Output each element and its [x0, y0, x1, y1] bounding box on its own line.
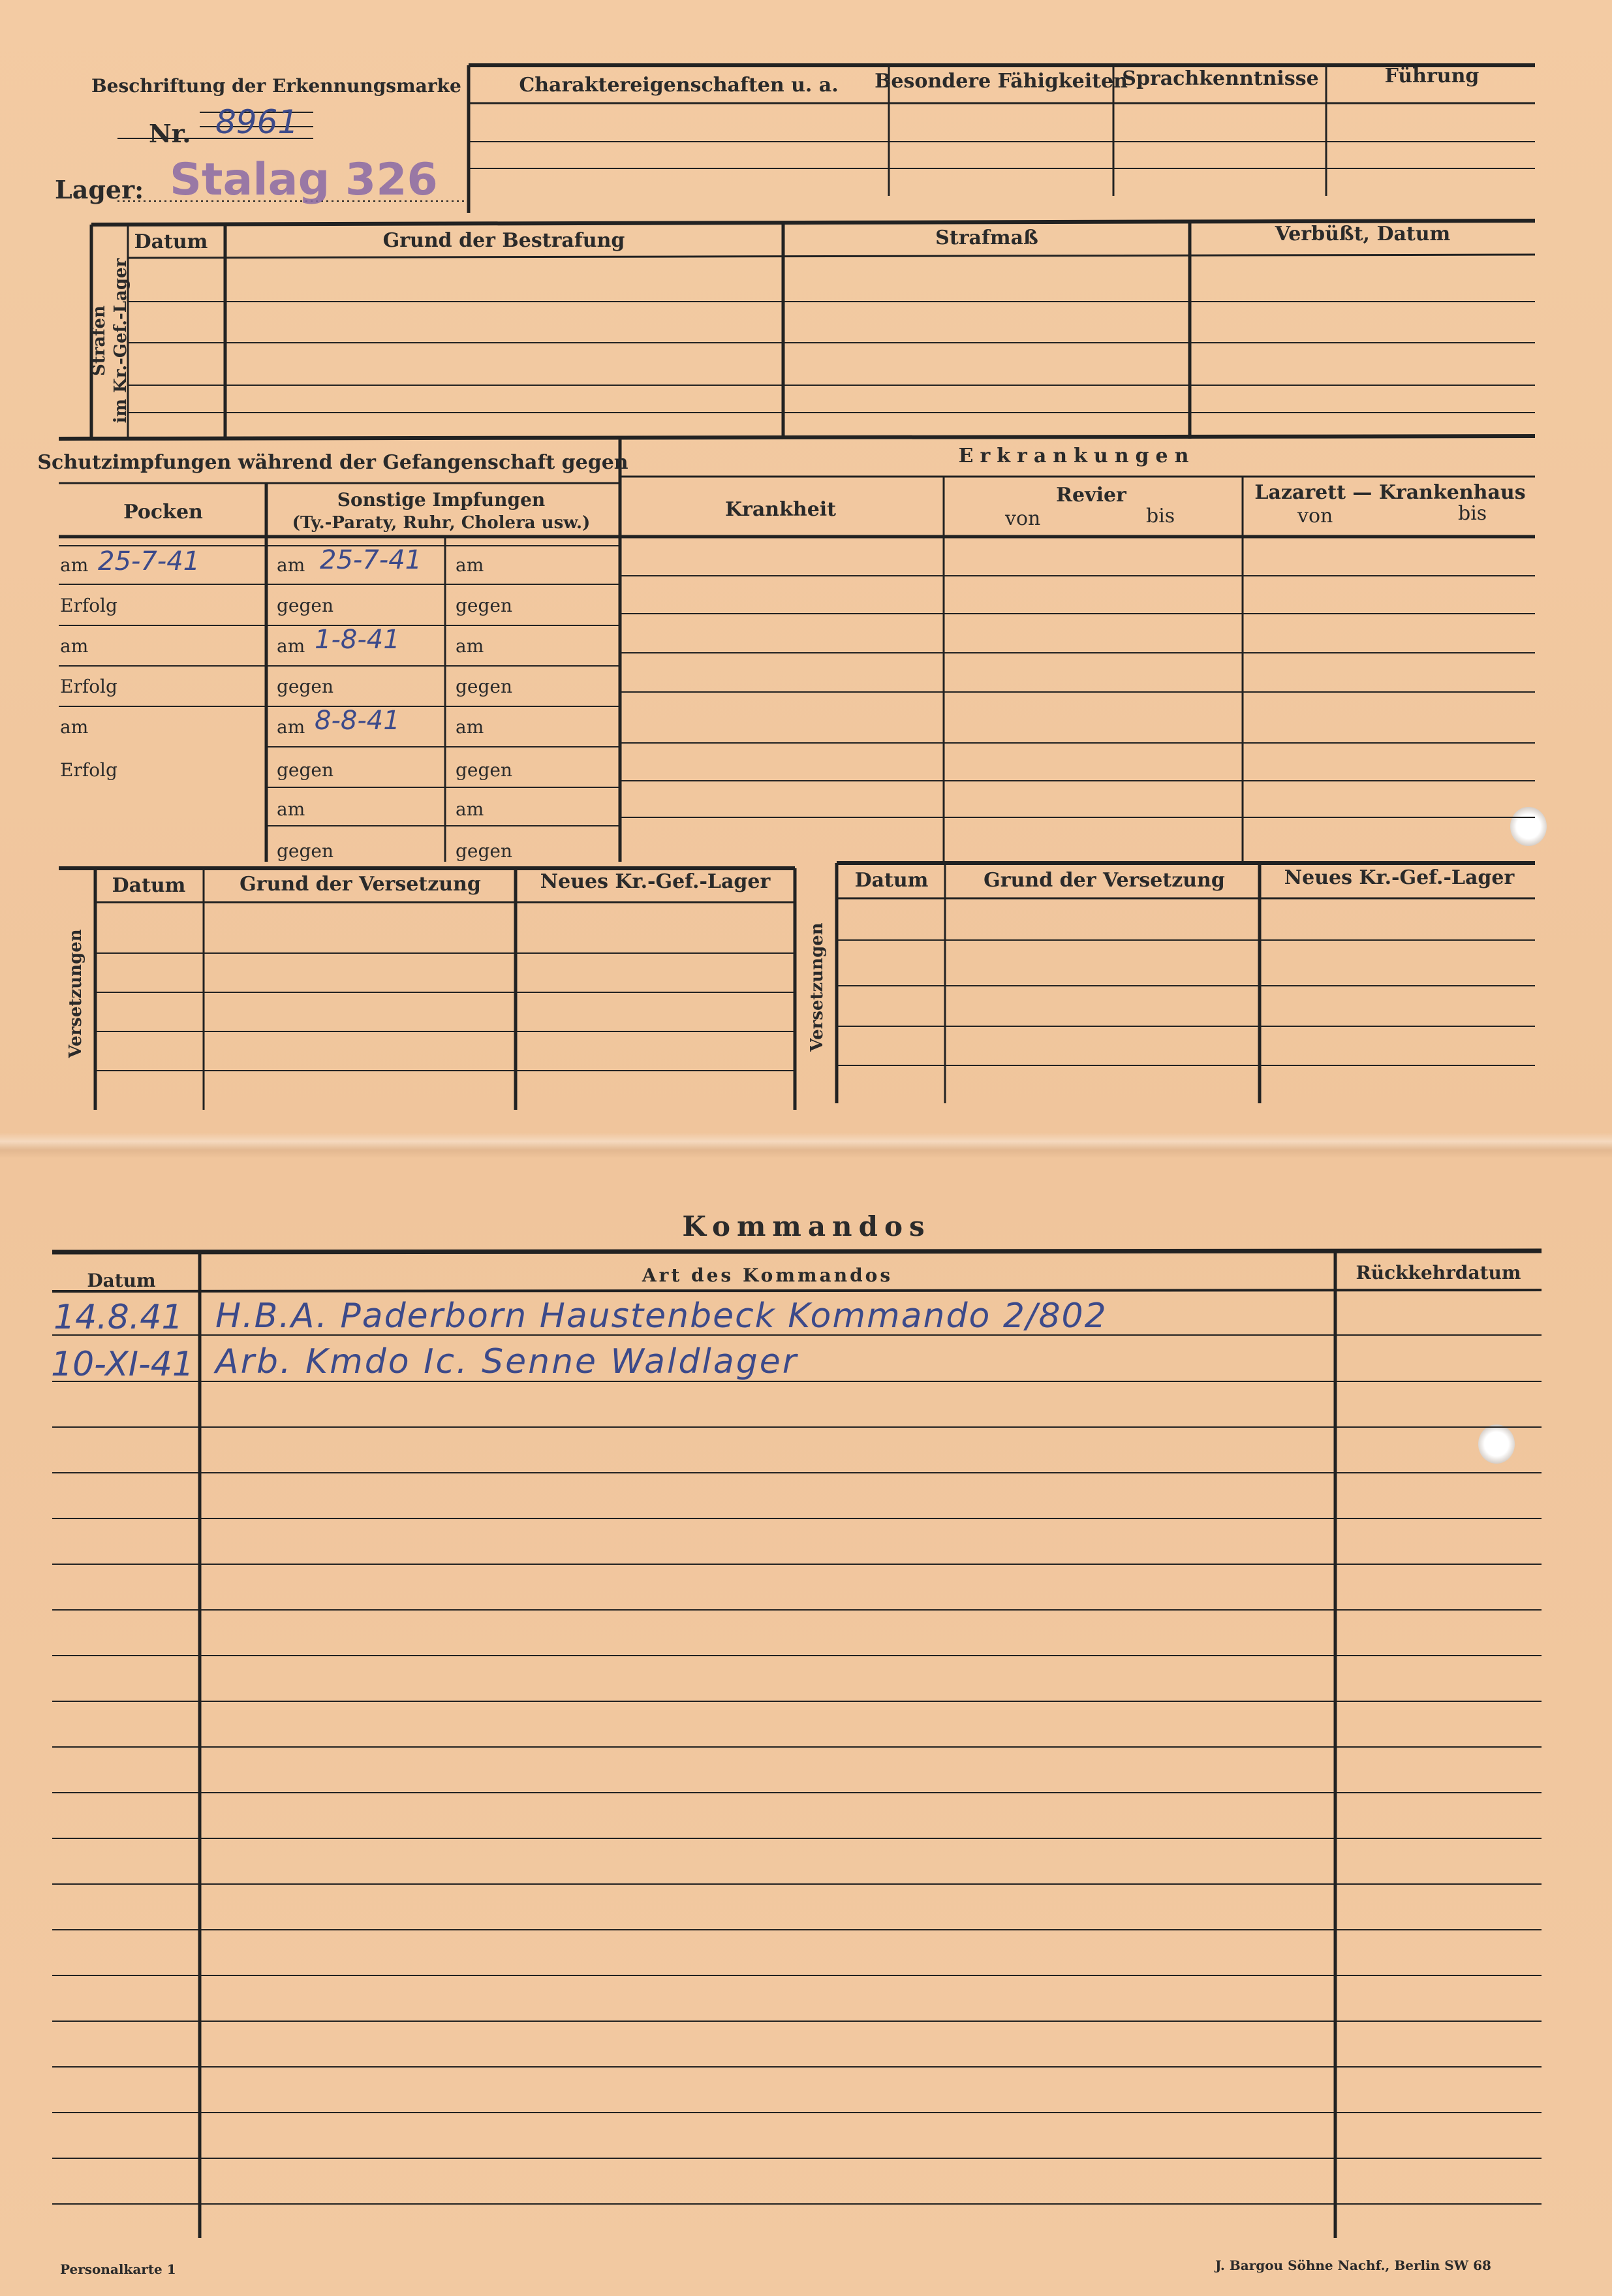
tag-title: Beschriftung der Erkennungsmarke	[91, 75, 461, 97]
vers-right-col-lager: Neues Kr.-Gef.-Lager	[1284, 866, 1515, 889]
erkrankungen-col-revier: Revier	[1056, 484, 1126, 507]
vers-left-col-lager: Neues Kr.-Gef.-Lager	[540, 870, 771, 893]
sonstige-value-1: 25-7-41	[320, 545, 422, 575]
erkrankungen-col-krankheit: Krankheit	[724, 498, 837, 521]
strafen-side-label	[89, 256, 131, 426]
footer-printer: J. Bargou Söhne Nachf., Berlin SW 68	[1215, 2257, 1491, 2273]
kommando-2-datum: 10-XI-41	[51, 1345, 194, 1384]
versetzungen-right-label: Versetzungen	[807, 922, 827, 1052]
sonstige-row-label: gegen	[456, 676, 513, 697]
kommandos-col-datum: Datum	[87, 1270, 156, 1291]
sonstige-row-label: gegen	[277, 595, 334, 616]
strafen-label-1: Strafen	[89, 306, 109, 376]
kommandos-col-art: Art des Kommandos	[642, 1265, 893, 1286]
sonstige-row-label: gegen	[456, 840, 513, 862]
header-charakter: Charaktereigenschaften u. a.	[519, 74, 839, 97]
sonstige-row-label: am	[456, 798, 484, 820]
lazarett-von: von	[1297, 505, 1333, 527]
strafen-col-verbuesst: Verbüßt, Datum	[1275, 223, 1451, 245]
vers-left-col-datum: Datum	[112, 874, 186, 897]
versetzungen-left-label: Versetzungen	[66, 929, 85, 1058]
tag-nr-value: 8961	[215, 103, 299, 141]
pocken-row-label: Erfolg	[60, 759, 117, 781]
kommandos-col-rueckkehr: Rückkehrdatum	[1356, 1262, 1521, 1283]
sonstige-row-label: am	[277, 798, 305, 820]
header-fuehrung: Führung	[1384, 65, 1480, 87]
kommando-2-art: Arb. Kmdo Ic. Senne Waldlager	[215, 1342, 799, 1381]
lazarett-bis: bis	[1458, 502, 1487, 525]
vers-right-col-grund: Grund der Versetzung	[984, 869, 1225, 892]
strafen-col-datum: Datum	[134, 230, 208, 253]
strafen-col-strafmass: Strafmaß	[935, 227, 1038, 249]
sonstige-row-label: am	[277, 635, 305, 657]
footer-form-name: Personalkarte 1	[60, 2261, 176, 2277]
impfungen-col-sonstige-2: (Ty.-Paraty, Ruhr, Cholera usw.)	[292, 513, 591, 533]
sonstige-row-label: gegen	[456, 595, 513, 616]
sonstige-row-label: am	[277, 554, 305, 576]
strafen-col-grund: Grund der Bestrafung	[382, 229, 625, 252]
sonstige-value-2: 1-8-41	[315, 625, 400, 655]
lager-stamp: Stalag 326	[170, 154, 438, 206]
pocken-row-label: am	[60, 716, 89, 738]
impfungen-title: Schutzimpfungen während der Gefangenschaft gegen	[37, 451, 628, 474]
sonstige-row-label: gegen	[456, 759, 513, 781]
sonstige-row-label: am	[277, 716, 305, 738]
sonstige-row-label: gegen	[277, 676, 334, 697]
sonstige-row-label: gegen	[277, 840, 334, 862]
pocken-row-label: am	[60, 635, 89, 657]
kommando-1-datum: 14.8.41	[54, 1298, 183, 1337]
sonstige-row-label: am	[456, 554, 484, 576]
tag-nr-label: Nr.	[149, 119, 191, 148]
revier-von: von	[1005, 507, 1041, 530]
erkrankungen-title: Erkrankungen	[958, 445, 1196, 467]
header-sprachen: Sprachkenntnisse	[1122, 67, 1319, 90]
header-faehigkeiten: Besondere Fähigkeiten	[875, 70, 1128, 93]
vers-left-col-grund: Grund der Versetzung	[240, 873, 481, 896]
sonstige-row-label: gegen	[277, 759, 334, 781]
impfungen-col-sonstige-1: Sonstige Impfungen	[337, 489, 546, 511]
tag-lager-label: Lager:	[55, 175, 144, 204]
kommando-1-art: H.B.A. Paderborn Haustenbeck Kommando 2/802	[215, 1297, 1108, 1336]
impfungen-col-pocken: Pocken	[123, 501, 203, 524]
pocken-row-label: am	[60, 554, 89, 576]
erkrankungen-col-lazarett: Lazarett — Krankenhaus	[1254, 481, 1526, 504]
sonstige-row-label: am	[456, 716, 484, 738]
vers-right-col-datum: Datum	[854, 869, 929, 892]
sonstige-row-label: am	[456, 635, 484, 657]
kommandos-title: Kommandos	[682, 1210, 931, 1242]
revier-bis: bis	[1146, 505, 1175, 527]
sonstige-value-3: 8-8-41	[315, 706, 400, 736]
strafen-label-2: im Kr.-Gef.-Lager	[110, 258, 131, 424]
pocken-row-label: Erfolg	[60, 676, 117, 697]
pocken-row-label: Erfolg	[60, 595, 117, 616]
pocken-am-value: 25-7-41	[98, 546, 200, 576]
